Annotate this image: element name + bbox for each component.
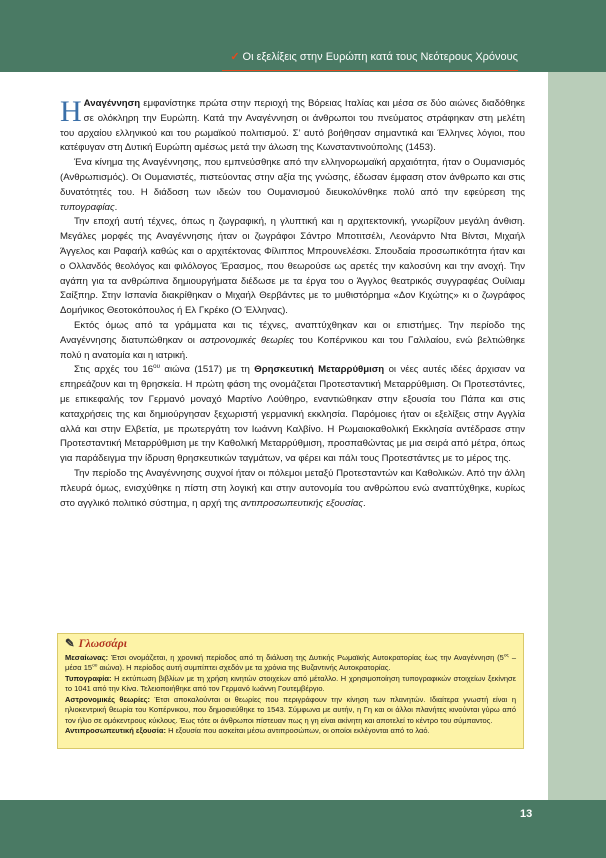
- paragraph: [60, 97, 525, 156]
- paragraph: [60, 363, 525, 467]
- glossary-title: Γλωσσάρι: [78, 638, 127, 650]
- text-run: Έτσι ονομάζεται, η χρονική περίοδος από τη διάλυση της Δυτικής Ρωμαϊκής Αυτοκρατορίας έως την Αναγέννηση (5: [108, 652, 504, 662]
- glossary-entry: [65, 653, 516, 674]
- text-run: εμφανίστηκε πρώτα στην περιοχή της Βόρειας Ιταλίας και μέσα σε δύο αιώνες διαδόθηκε σε ολόκληρη την Ευρώπη. Κατά την Αναγέννηση οι άνθρωποι του πνεύματος στράφηκαν στη μελέτη του αρχαίου ελληνικού και του ρωμαϊκού πολιτισμού. Σ’ αυτό βοήθησαν σημαντικά και Έλληνες λόγιοι, που κατέφυγαν στη Δυτική Ευρώπη αμέσως μετά την άλωση της Κωνσταντινούπολης (1453).: [60, 98, 525, 154]
- text-run: Εκτός όμως από τα γράμματα και τις τέχνες, αναπτύχθηκαν και οι επιστήμες. Την περίοδο της Αναγέννησης διατυπώθηκαν οι: [60, 319, 525, 346]
- bold-term: Αναγέννηση: [83, 98, 141, 109]
- glossary-entry: [65, 674, 516, 695]
- paragraph: [60, 319, 525, 363]
- pencil-icon: ✎: [65, 638, 75, 650]
- glossary-entry: [65, 695, 516, 727]
- text-run: Ένα κίνημα της Αναγέννησης, που εμπνεύσθηκε από την ελληνορωμαϊκή αρχαιότητα, ήταν ο Ουμανισμός (Ανθρωπισμός). Οι Ουμανιστές, πιστεύοντας στην αξία της γνώσης, έδωσαν έμφαση στον άνθρωπο και στις δυνατότητές του. Η διάδοση των ιδεών του Ουμανισμού διευκολύνθηκε πολύ από την εφεύρεση της: [60, 157, 525, 198]
- paragraph: [60, 156, 525, 215]
- bold-term: Θρησκευτική Μεταρρύθμιση: [254, 364, 385, 376]
- text-run: Έτσι αποκαλούνται οι θεωρίες που περιγράφουν την κίνηση των πλανητών. Ιδιαίτερα γνωστή είναι η ηλιοκεντρική θεωρία του Κοπέρνικου, που δημοσιεύθηκε το 1543. Σύμφωνα με αυτήν, η Γη και οι άλλοι πλανήτες κινούνται γύρω από τον ήλιο σε ομόκεντρους κύκλους. Έως τότε οι άνθρωποι πίστευαν πως η γη είναι ακίνητη και αποτελεί το κέντρο του σύμπαντος.: [65, 694, 516, 725]
- text-run: αιώνα (1517) με τη: [160, 364, 255, 376]
- italic-term: αντιπροσωπευτικής εξουσίας: [240, 497, 363, 509]
- text-run: .: [363, 497, 366, 509]
- bold-term: Αστρονομικές θεωρίες:: [65, 694, 151, 704]
- glossary-entry: [65, 726, 516, 737]
- side-margin-band: [548, 72, 606, 802]
- text-run: αιώνα). Η περίοδος αυτή συμπίπτει σχεδόν με τα χρόνια της Βυζαντινής Αυτοκρατορίας.: [97, 663, 391, 672]
- chapter-title: [230, 50, 518, 63]
- text-run: Την περίοδο της Αναγέννησης συχνοί ήταν οι πόλεμοι μεταξύ Προτεσταντών και Καθολικών. Από την άλλη πλευρά όμως, ενισχύθηκε η πίστη στη λογική και στην αυτονομία του ανθρώπου ενώ αναπτύχθηκε, κυρίως στο αγγλικό πολιτικό σύστημα, η αρχή της: [60, 467, 525, 509]
- glossary-entries: [65, 653, 516, 737]
- paragraph: [60, 467, 525, 511]
- check-mark-icon: ✓: [230, 51, 240, 63]
- text-run: οι νέες αυτές ιδέες άρχισαν να επηρεάζουν και τη θρησκεία. Η πρώτη φάση της ονομάζεται Προτεσταντική Μεταρρύθμιση. Οι Προτεστάντες, με επικεφαλής τον Γερμανό μοναχό Μαρτίνο Λούθηρο, εναντιώθηκαν στην εξουσία του Πάπα και στις καταχρήσεις της και δημιούργησαν ξεχωριστή γερμανική εκκλησία. Παρόμοιες ήταν οι εξελίξεις στην Αγγλία αλλά και στην Ελβετία, με πρωτεργάτη τον Ιωάννη Καλβίνο. Η Ρωμαιοκαθολική Εκκλησία αντέδρασε στην Προτεσταντική Μεταρρύθμιση με την Καθολική Μεταρρύθμιση, προσπαθώντας με μια σειρά από μέτρα, όπως για παράδειγμα την ίδρυση θρησκευτικών ταγμάτων, να φέρει και πάλι τους Προτεστάντες με το μέρος της.: [60, 364, 525, 465]
- text-run: του Κοπέρνικου και του Γαλιλαίου, ενώ βελτιώθηκε πολύ η ανατομία και η ιατρική.: [60, 334, 525, 361]
- page-number: 13: [520, 808, 533, 820]
- chapter-title-text: Οι εξελίξεις στην Ευρώπη κατά τους Νεότερους Χρόνους: [242, 51, 518, 63]
- superscript: ου: [153, 363, 160, 371]
- main-body-text: [60, 97, 525, 511]
- glossary-header: [65, 639, 516, 650]
- superscript: ου: [92, 663, 98, 669]
- drop-cap: Η: [60, 95, 82, 128]
- text-run: Την εποχή αυτή τέχνες, όπως η ζωγραφική, η γλυπτική και η αρχιτεκτονική, γνωρίζουν μεγάλη άνθιση. Μεγάλες μορφές της Αναγέννησης ήταν οι ζωγράφοι Σάντρο Μποτιτσέλι, Λεονάρντο Ντα Βίντσι, Μιχαήλ Άγγελος και Ραφαήλ καθώς και ο αρχιτέκτονας Φίλιππος Μπρουνελέσκι. Σπουδαία προσωπικότητα ήταν και ο Ολλανδός θεολόγος και φιλόλογος Έρασμος, που θεωρούσε ως αρετές την καλοσύνη και την ανοχή. Την αγάπη για τα ανθρώπινα δημιουργήματα διέδωσε με τα έργα του ο Άγγλος θεατρικός συγγραφέας Ουίλιαμ Σαίξπηρ. Στην Ισπανία διακρίθηκαν ο Μιχαήλ Θερβάντες με το μυθιστόρημα «Δον Κιχώτης» κι ο ζωγράφος Δομήνικος Θεοτοκόπουλος ή Ελ Γκρέκο (Ο Έλληνας).: [60, 216, 525, 317]
- title-underline: [222, 70, 518, 71]
- text-run: Η εξουσία που ασκείται μέσω αντιπροσώπων, οι οποίοι εκλέγονται από το λαό.: [165, 726, 430, 735]
- glossary-box: [57, 633, 524, 749]
- paragraph: [60, 215, 525, 319]
- text-run: Στις αρχές του 16: [74, 364, 154, 376]
- text-run: .: [114, 201, 118, 213]
- bold-term: Αντιπροσωπευτική εξουσία:: [65, 726, 166, 735]
- italic-term: τυπογραφίας: [60, 201, 115, 213]
- italic-term: αστρονομικές θεωρίες: [199, 334, 294, 346]
- text-run: – μέσα 15: [65, 652, 516, 672]
- text-run: Η εκτύπωση βιβλίων με τη χρήση κινητών στοιχείων από μέταλλο. Η χρησιμοποίηση τυπογραφικών στοιχείων ξεκίνησε το 1041 από την Κίνα. Τελειοποιήθηκε από τον Γερμανό Ιωάννη Γουτεμβέργιο.: [65, 673, 516, 693]
- footer-band: [0, 800, 606, 858]
- superscript: ος: [503, 653, 509, 658]
- bold-term: Τυπογραφία:: [65, 673, 112, 683]
- bold-term: Μεσαίωνας:: [65, 652, 109, 662]
